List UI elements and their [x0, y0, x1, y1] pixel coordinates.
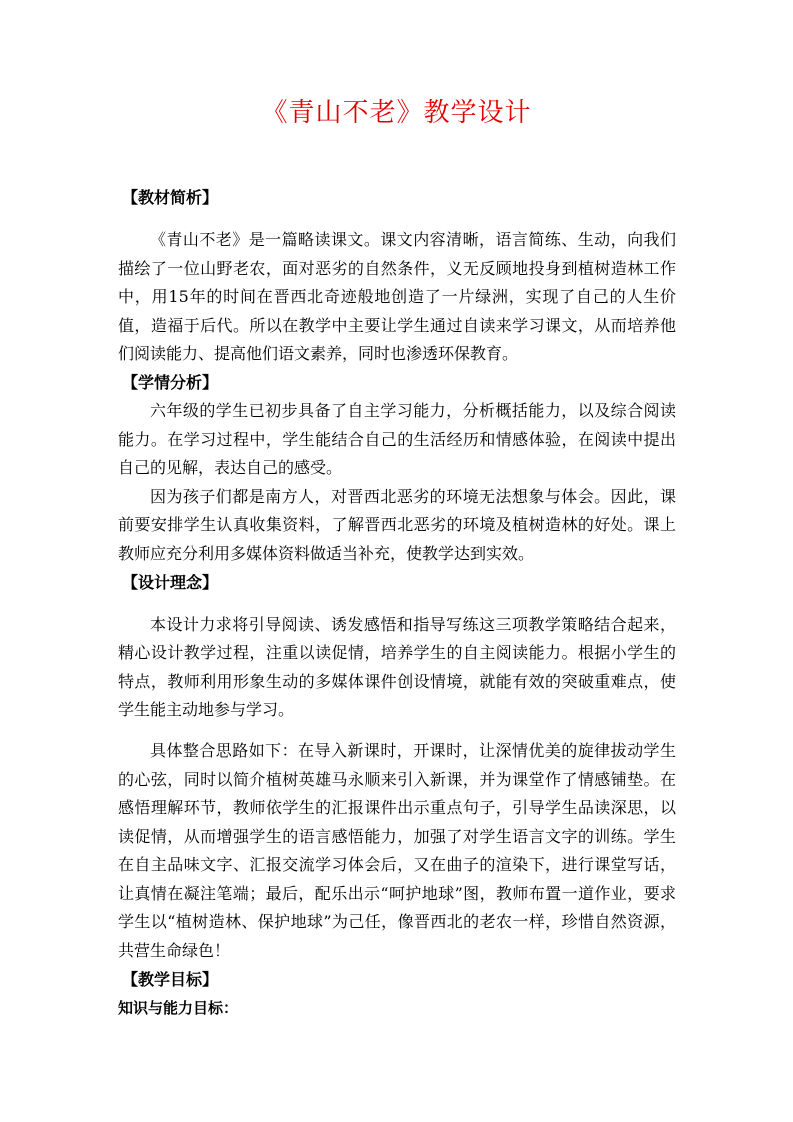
- paragraph: 因为孩子们都是南方人，对晋西北恶劣的环境无法想象与体会。因此，课前要安排学生认真收集资料，了解晋西北恶劣的环境及植树造林的好处。课上教师应充分利用多媒体资料做适当补充，使教学达到实效。: [118, 486, 676, 563]
- section-heading: 【教学目标】: [122, 969, 219, 989]
- document-title: 《青山不老》教学设计: [261, 98, 532, 128]
- section-student-analysis: [118, 369, 676, 569]
- paragraph: 具体整合思路如下：在导入新课时，开课时，让深情优美的旋律拔动学生的心弦，同时以简介植树英雄马永顺来引入新课，并为课堂作了情感铺垫。在感悟理解环节，教师依学生的汇报课件出示重点句子，引导学生品读深思，以读促情，从而增强学生的语言感悟能力，加强了对学生语言文字的训练。学生在自主品味文字、汇报交流学习体会后，又在曲子的渲染下，进行课堂写话，让真情在凝注笔端；最后，配乐出示“呵护地球”图，教师布置一道作业，要求学生以“植树造林、保护地球”为己任，像晋西北的老农一样，珍惜自然资源，共营生命绿色！: [118, 740, 676, 961]
- section-textbook-analysis: [118, 184, 676, 369]
- section-teaching-goals: [118, 966, 676, 1022]
- paragraph: 本设计力求将引导阅读、诱发感悟和指导写练这三项教学策略结合起来，精心设计教学过程，注重以读促情，培养学生的自主阅读能力。根据小学生的特点，教师利用形象生动的多媒体课件创设情境，就能有效的突破重难点，使学生能主动地参与学习。: [118, 614, 676, 720]
- paragraph: 《青山不老》是一篇略读课文。课文内容清晰，语言简练、生动，向我们描绘了一位山野老农，面对恶劣的自然条件，义无反顾地投身到植树造林工作中，用15年的时间在晋西北奇迹般地创造了一片绿洲，实现了自己的人生价值，造福于后代。所以在教学中主要让学生通过自读来学习课文，从而培养他们阅读能力、提高他们语文素养，同时也渗透环保教育。: [118, 230, 676, 364]
- paragraph: 六年级的学生已初步具备了自主学习能力，分析概括能力，以及综合阅读能力。在学习过程中，学生能结合自己的生活经历和情感体验，在阅读中提出自己的见解，表达自己的感受。: [118, 400, 676, 478]
- document-body: [118, 184, 676, 1022]
- subheading-knowledge-goals: 知识与能力目标：: [118, 998, 239, 1017]
- section-design-concept: [118, 569, 676, 966]
- section-heading: 【学情分析】: [122, 372, 219, 392]
- section-heading: 【教材简析】: [122, 188, 219, 207]
- section-heading: 【设计理念】: [122, 572, 219, 592]
